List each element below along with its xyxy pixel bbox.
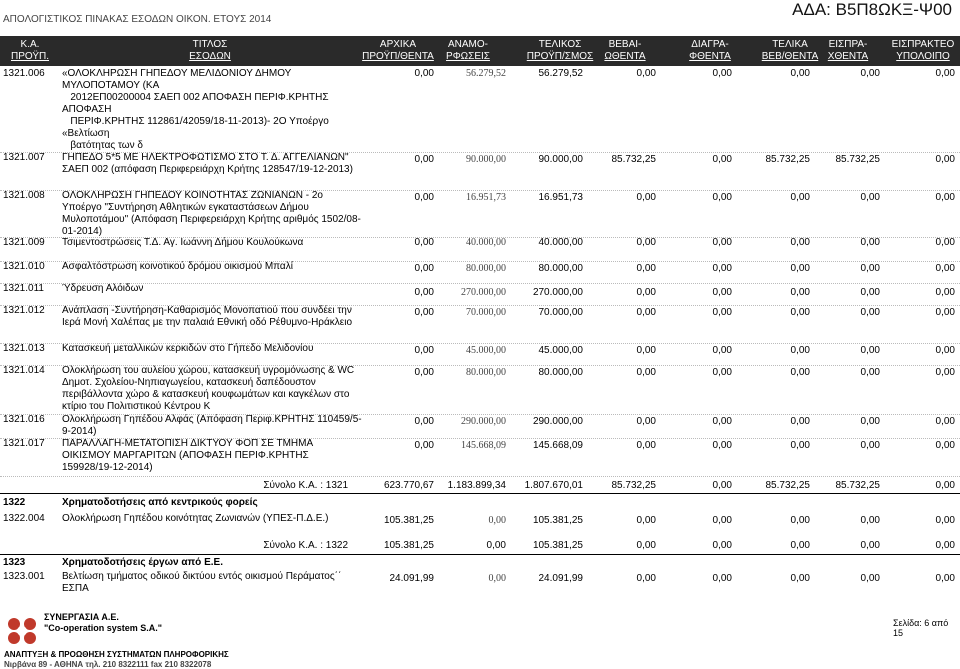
amount-cell: 0,00	[712, 287, 732, 298]
amount-cell: 85.732,25	[835, 154, 880, 165]
row-title: Κατασκευή μεταλλικών κερκιδών στο Γήπεδο Μελιδονίου	[62, 343, 314, 354]
ka-code: 1321.013	[3, 343, 45, 354]
amount-cell: 623.770,67	[383, 480, 434, 491]
ka-code: 1321.008	[3, 190, 45, 201]
amount-cell: 0,00	[712, 237, 732, 248]
column-header-line1: ΑΝΑΜΟ-	[448, 39, 488, 50]
company-tagline: ΑΝΑΠΤΥΞΗ & ΠΡΟΩΘΗΣΗ ΣΥΣΤΗΜΑΤΩΝ ΠΛΗΡΟΦΟΡΙΚΗΣ	[4, 650, 229, 659]
amount-cell: 0,00	[790, 345, 810, 356]
table-row	[0, 190, 960, 238]
column-header	[886, 39, 960, 63]
amount-cell: 0,00	[860, 287, 880, 298]
page-header	[0, 0, 960, 36]
amount-cell: 0,00	[636, 192, 656, 203]
row-title: Ολοκλήρωση Γηπέδου κοινότητας Ζωνιανών (ΥΠΕΣ-Π.Δ.Ε.)	[62, 513, 329, 524]
amount-cell: 0,00	[636, 345, 656, 356]
amount-cell: 0,00	[712, 367, 732, 378]
report-title: ΑΠΟΛΟΓΙΣΤΙΚΟΣ ΠΙΝΑΚΑΣ ΕΣΟΔΩΝ ΟΙΚΟΝ. ΕΤΟΥΣ 2014	[3, 14, 272, 25]
subtotal-label: Σύνολο K.A. : 1322	[263, 540, 348, 551]
amount-cell: 80.000,00	[466, 367, 506, 378]
amount-cell: 105.381,25	[383, 515, 434, 526]
amount-cell: 0,00	[790, 263, 810, 274]
amount-cell: 0,00	[860, 68, 880, 79]
amount-cell: 0,00	[414, 263, 434, 274]
amount-cell: 290.000,00	[532, 416, 583, 427]
amount-cell: 0,00	[712, 440, 732, 451]
amount-cell: 0,00	[860, 573, 880, 584]
table-row	[0, 438, 960, 477]
column-header-line2: ΕΣΟΔΩΝ	[189, 51, 231, 62]
ka-code: 1321.007	[3, 152, 45, 163]
amount-cell: 0,00	[860, 345, 880, 356]
amount-cell: 0,00	[860, 416, 880, 427]
column-header	[818, 39, 878, 63]
amount-cell: 0,00	[712, 154, 732, 165]
table-row	[0, 261, 960, 284]
amount-cell: 270.000,00	[461, 287, 506, 298]
amount-cell: 0,00	[636, 307, 656, 318]
amount-cell: 80.000,00	[466, 263, 506, 274]
row-title: Ολοκλήρωση Γηπέδου Αλφάς (Απόφαση Περιφ.ΚΡΗΤΗΣ 110459/5-9-2014)	[62, 414, 362, 437]
column-header	[438, 39, 498, 63]
amount-cell: 0,00	[790, 416, 810, 427]
column-header	[140, 39, 280, 63]
subtotal-row	[0, 480, 960, 494]
subtotal-row	[0, 540, 960, 554]
amount-cell: 0,00	[636, 440, 656, 451]
company-system: "Co-operation system S.A."	[44, 623, 163, 633]
amount-cell: 45.000,00	[538, 345, 583, 356]
table-row	[0, 414, 960, 439]
ka-code: 1321.017	[3, 438, 45, 449]
amount-cell: 0,00	[414, 68, 434, 79]
amount-cell: 0,00	[636, 367, 656, 378]
company-name: ΣΥΝΕΡΓΑΣΙΑ Α.Ε.	[44, 612, 119, 622]
page-footer	[0, 612, 960, 669]
column-header-line1: K.A.	[20, 39, 40, 50]
column-header-line1: ΑΡΧΙΚΑ	[379, 39, 417, 50]
company-address: Νιρβάνα 89 - ΑΘΗΝΑ τηλ. 210 8322111 fax 210 8322078	[4, 660, 212, 669]
amount-cell: 85.732,25	[611, 480, 656, 491]
amount-cell: 0,00	[860, 515, 880, 526]
column-header-line1: ΒΕΒΑΙ-	[608, 39, 642, 50]
amount-cell: 0,00	[414, 367, 434, 378]
amount-cell: 105.381,25	[532, 540, 583, 551]
amount-cell: 0,00	[712, 480, 732, 491]
column-header-line2: ΧΘΕΝΤΑ	[827, 51, 869, 62]
amount-cell: 85.732,25	[611, 154, 656, 165]
amount-cell: 0,00	[935, 367, 955, 378]
amount-cell: 0,00	[414, 440, 434, 451]
amount-cell: 0,00	[790, 440, 810, 451]
amount-cell: 90.000,00	[466, 154, 506, 165]
amount-cell: 0,00	[935, 480, 955, 491]
group-code: 1322	[3, 497, 26, 508]
amount-cell: 0,00	[636, 263, 656, 274]
ka-code: 1323.001	[3, 571, 45, 582]
ada-code: ΑΔΑ: Β5Π8ΩΚΞ-Ψ00	[792, 0, 952, 19]
amount-cell: 0,00	[712, 540, 732, 551]
amount-cell: 0,00	[414, 237, 434, 248]
column-header-line2: ΠΡΟΫΠ/ΣΜΟΣ	[526, 51, 594, 62]
amount-cell: 16.951,73	[466, 192, 506, 203]
section-divider	[0, 554, 960, 555]
column-header-line2: ΡΦΩΣΕΙΣ	[446, 51, 490, 62]
amount-cell: 0,00	[790, 515, 810, 526]
amount-cell: 270.000,00	[532, 287, 583, 298]
amount-cell: 0,00	[712, 515, 732, 526]
amount-cell: 70.000,00	[466, 307, 506, 318]
amount-cell: 0,00	[636, 68, 656, 79]
column-header	[0, 39, 60, 63]
column-header-bar	[0, 36, 960, 66]
row-title: Ύδρευση Αλόιδων	[62, 283, 144, 294]
row-title: ΓΗΠΕΔΟ 5*5 ΜΕ ΗΛΕΚΤΡΟΦΩΤΙΣΜΟ ΣΤΟ Τ. Δ. ΑΓΓΕΛΙΑΝΩΝ" ΣΑΕΠ 002 (απόφαση Περιφερειάρχη Κρήτης 128547/19-12-2013)	[62, 152, 353, 175]
amount-cell: 0,00	[790, 68, 810, 79]
column-header	[520, 39, 600, 63]
table-row	[0, 343, 960, 366]
amount-cell: 0,00	[414, 345, 434, 356]
amount-cell: 85.732,25	[765, 154, 810, 165]
column-header-line2: ΥΠΟΛΟΙΠΟ	[896, 51, 950, 62]
amount-cell: 0,00	[414, 307, 434, 318]
amount-cell: 0,00	[860, 540, 880, 551]
amount-cell: 70.000,00	[538, 307, 583, 318]
amount-cell: 0,00	[935, 68, 955, 79]
row-title: Ασφαλτόστρωση κοινοτικού δρόμου οικισμού Μπαλί	[62, 261, 293, 272]
amount-cell: 0,00	[414, 154, 434, 165]
row-title: ΟΛΟΚΛΗΡΩΣΗ ΓΗΠΕΔΟΥ ΚΟΙΝΟΤΗΤΑΣ ΖΩΝΙΑΝΩΝ - 2ο Υποέργο "Συντήρηση Αθλητικών εγκαταστάσεων Δήμου Μυλοποτάμου" (Απόφαση Περιφερειάρχη Κρήτης αριθμός 1502/08-01-2014)	[62, 190, 361, 237]
table-row	[0, 513, 960, 529]
column-header-line2: ΒΕΒ/ΘΕΝΤΑ	[761, 51, 819, 62]
amount-cell: 0,00	[636, 416, 656, 427]
amount-cell: 0,00	[712, 416, 732, 427]
amount-cell: 0,00	[935, 573, 955, 584]
column-header-line1: ΕΙΣΠΡΑΚΤΕΟ	[891, 39, 955, 50]
group-heading	[0, 557, 960, 571]
group-title: Χρηματοδοτήσεις από κεντρικούς φορείς	[62, 497, 258, 508]
amount-cell: 0,00	[790, 573, 810, 584]
column-header	[358, 39, 438, 63]
amount-cell: 0,00	[712, 192, 732, 203]
column-header-line2: ΠΡΟΫΠ/ΘΕΝΤΑ	[362, 51, 434, 62]
ka-code: 1321.010	[3, 261, 45, 272]
ka-code: 1321.011	[3, 283, 44, 294]
column-header	[670, 39, 750, 63]
amount-cell: 0,00	[860, 367, 880, 378]
amount-cell: 0,00	[860, 263, 880, 274]
row-title: ΠΑΡΑΛΛΑΓΗ-ΜΕΤΑΤΟΠΙΣΗ ΔΙΚΤΥΟΥ ΦΟΠ ΣΕ ΤΜΗΜΑ ΟΙΚΙΣΜΟΥ ΜΑΡΓΑΡΙΤΩΝ (ΑΠΟΦΑΣΗ ΠΕΡΙΦ.ΚΡΗΤΗΣ 159928/19-12-2014)	[62, 438, 316, 473]
amount-cell: 40.000,00	[466, 237, 506, 248]
amount-cell: 105.381,25	[383, 540, 434, 551]
amount-cell: 0,00	[636, 515, 656, 526]
amount-cell: 0,00	[712, 263, 732, 274]
amount-cell: 0,00	[935, 237, 955, 248]
amount-cell: 145.668,09	[461, 440, 506, 451]
amount-cell: 0,00	[790, 192, 810, 203]
amount-cell: 0,00	[712, 68, 732, 79]
amount-cell: 0,00	[935, 263, 955, 274]
amount-cell: 24.091,99	[538, 573, 583, 584]
column-header	[590, 39, 660, 63]
amount-cell: 0,00	[712, 307, 732, 318]
amount-cell: 1.807.670,01	[524, 480, 583, 491]
table-row	[0, 365, 960, 415]
row-title: Ανάπλαση -Συντήρηση-Καθαρισμός Μονοπατιού που συνδέει την Ιερά Μονή Χαλέπας με την παλαιά Εθνική οδό Ρέθυμνο-Ηράκλειο	[62, 305, 355, 328]
column-header-line2: ΦΘΕΝΤΑ	[689, 51, 731, 62]
amount-cell: 45.000,00	[466, 345, 506, 356]
amount-cell: 105.381,25	[532, 515, 583, 526]
amount-cell: 40.000,00	[538, 237, 583, 248]
table-row	[0, 68, 960, 153]
amount-cell: 0,00	[414, 416, 434, 427]
ka-code: 1321.012	[3, 305, 45, 316]
amount-cell: 0,00	[935, 345, 955, 356]
amount-cell: 0,00	[935, 416, 955, 427]
amount-cell: 0,00	[860, 237, 880, 248]
group-heading	[0, 497, 960, 511]
amount-cell: 0,00	[712, 573, 732, 584]
amount-cell: 0,00	[790, 237, 810, 248]
amount-cell: 0,00	[935, 192, 955, 203]
amount-cell: 0,00	[636, 237, 656, 248]
amount-cell: 0,00	[712, 345, 732, 356]
company-logo-icon	[4, 614, 40, 648]
amount-cell: 1.183.899,34	[447, 480, 506, 491]
amount-cell: 16.951,73	[538, 192, 583, 203]
table-row	[0, 283, 960, 306]
amount-cell: 0,00	[790, 367, 810, 378]
amount-cell: 0,00	[790, 307, 810, 318]
subtotal-label: Σύνολο K.A. : 1321	[263, 480, 348, 491]
amount-cell: 0,00	[935, 540, 955, 551]
amount-cell: 290.000,00	[461, 416, 506, 427]
table-row	[0, 237, 960, 262]
column-header-line1: ΕΙΣΠΡΑ-	[828, 39, 868, 50]
row-title: Βελτίωση τμήματος οδικού δικτύου εντός οικισμού Περάματος΄΄ ΕΣΠΑ	[62, 571, 342, 594]
table-row	[0, 571, 960, 599]
amount-cell: 24.091,99	[389, 573, 434, 584]
amount-cell: 85.732,25	[765, 480, 810, 491]
amount-cell: 0,00	[860, 192, 880, 203]
row-title: Τσιμεντοστρώσεις Τ.Δ. Αγ. Ιωάννη Δήμου Κουλούκωνα	[62, 237, 304, 248]
amount-cell: 0,00	[935, 307, 955, 318]
amount-cell: 0,00	[790, 287, 810, 298]
group-code: 1323	[3, 557, 26, 568]
column-header-line1: ΤΙΤΛΟΣ	[192, 39, 228, 50]
column-header-line1: ΤΕΛΙΚΑ	[772, 39, 808, 50]
row-title: Ολοκλήρωση του αυλείου χώρου, κατασκευή υγρομόνωσης & WC Δημοτ. Σχολείου-Νηπιαγωγείου, κατασκευή δαπέδουστον περιβάλλοντα χώρο & κατασκευή κουφωμάτων και καγκέλων στο κτίριο του Πολιτιστικού Κέντρου Κ	[62, 365, 357, 412]
ka-code: 1321.016	[3, 414, 45, 425]
row-title: «ΟΛΟΚΛΗΡΩΣΗ ΓΗΠΕΔΟΥ ΜΕΛΙΔΟΝΙΟΥ ΔΗΜΟΥ ΜΥΛΟΠΟΤΑΜΟΥ (ΚΑ 2012ΕΠ00200004 ΣΑΕΠ 002 ΑΠΟΦΑΣΗ ΠΕΡΙΦ.ΚΡΗΤΗΣ ΑΠΟΦΑΣΗ ΠΕΡΙΦ.ΚΡΗΤΗΣ 112861/42059/18-11-2013)- 2Ο Υποέργο «Βελτίωση βατότητας των δ	[62, 68, 329, 151]
column-header-line2: ΠΡΟΫΠ.	[10, 51, 50, 62]
column-header-line1: ΤΕΛΙΚΟΣ	[538, 39, 582, 50]
ka-code: 1321.006	[3, 68, 45, 79]
amount-cell: 56.279,52	[466, 68, 506, 79]
amount-cell: 0,00	[488, 573, 506, 584]
amount-cell: 0,00	[414, 192, 434, 203]
amount-cell: 90.000,00	[538, 154, 583, 165]
column-header-line1: ΔΙΑΓΡΑ-	[691, 39, 729, 50]
ka-code: 1322.004	[3, 513, 45, 524]
ka-code: 1321.009	[3, 237, 45, 248]
ka-code: 1321.014	[3, 365, 45, 376]
amount-cell: 0,00	[935, 440, 955, 451]
amount-cell: 85.732,25	[835, 480, 880, 491]
amount-cell: 0,00	[488, 515, 506, 526]
amount-cell: 0,00	[860, 440, 880, 451]
column-header-line2: ΩΘΕΝΤΑ	[604, 51, 646, 62]
amount-cell: 0,00	[414, 287, 434, 298]
page-number: Σελίδα: 6 από 15	[893, 618, 949, 638]
amount-cell: 0,00	[486, 540, 506, 551]
table-row	[0, 305, 960, 344]
table-row	[0, 152, 960, 191]
amount-cell: 56.279,52	[538, 68, 583, 79]
amount-cell: 80.000,00	[538, 367, 583, 378]
amount-cell: 0,00	[790, 540, 810, 551]
amount-cell: 0,00	[935, 287, 955, 298]
amount-cell: 0,00	[636, 540, 656, 551]
group-title: Χρηματοδοτήσεις έργων από Ε.Ε.	[62, 557, 223, 568]
amount-cell: 80.000,00	[538, 263, 583, 274]
section-divider	[0, 493, 960, 494]
amount-cell: 0,00	[636, 573, 656, 584]
amount-cell: 0,00	[935, 154, 955, 165]
amount-cell: 0,00	[935, 515, 955, 526]
amount-cell: 145.668,09	[532, 440, 583, 451]
amount-cell: 0,00	[860, 307, 880, 318]
amount-cell: 0,00	[636, 287, 656, 298]
